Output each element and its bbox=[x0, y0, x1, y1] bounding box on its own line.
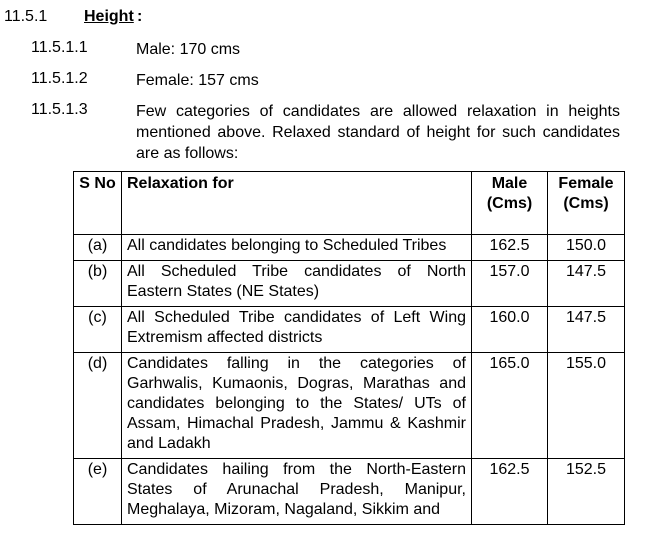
subsection-text bbox=[136, 101, 620, 164]
table-row bbox=[74, 235, 625, 261]
row-sno: (e) bbox=[74, 459, 122, 525]
row-female: 152.5 bbox=[548, 459, 625, 525]
header-male-label: Male (Cms) bbox=[486, 175, 533, 212]
table-row bbox=[74, 353, 625, 459]
row-relaxation: All Scheduled Tribe candidates of North Eastern States (NE States) bbox=[122, 261, 472, 307]
row-male: 162.5 bbox=[472, 235, 548, 261]
table-row bbox=[74, 307, 625, 353]
header-sno bbox=[74, 172, 122, 235]
height-relaxation-table bbox=[73, 171, 625, 525]
row-male: 160.0 bbox=[472, 307, 548, 353]
male-height-text: Male: 170 cms bbox=[136, 41, 241, 58]
table-row bbox=[74, 261, 625, 307]
table-row bbox=[74, 459, 625, 525]
row-relaxation: Candidates falling in the categories of Garhwalis, Kumaonis, Dogras, Marathas and candidates belonging to the States/ UTs of Assam, Himachal Pradesh, Jammu & Kashmir and Ladakh bbox=[122, 353, 472, 459]
header-relaxation bbox=[122, 172, 472, 235]
subsection-number: 11.5.1.2 bbox=[31, 70, 88, 87]
row-relaxation: All candidates belonging to Scheduled Tribes bbox=[122, 235, 472, 261]
subsection-number: 11.5.1.3 bbox=[31, 101, 88, 118]
row-sno: (a) bbox=[74, 235, 122, 261]
row-female: 155.0 bbox=[548, 353, 625, 459]
section-title: Height bbox=[84, 8, 134, 25]
row-female: 150.0 bbox=[548, 235, 625, 261]
row-male: 157.0 bbox=[472, 261, 548, 307]
subsection-number: 11.5.1.1 bbox=[31, 39, 88, 56]
header-male bbox=[472, 172, 548, 235]
row-female: 147.5 bbox=[548, 307, 625, 353]
row-male: 165.0 bbox=[472, 353, 548, 459]
header-relaxation-label: Relaxation for bbox=[127, 175, 234, 192]
header-female-label: Female (Cms) bbox=[558, 175, 614, 212]
row-relaxation: Candidates hailing from the North-Eastern States of Arunachal Pradesh, Manipur, Meghalaya, Mizoram, Nagaland, Sikkim and bbox=[122, 459, 472, 525]
row-sno: (c) bbox=[74, 307, 122, 353]
subsection-text bbox=[136, 39, 620, 60]
header-female bbox=[548, 172, 625, 235]
row-female: 147.5 bbox=[548, 261, 625, 307]
section-title-colon: : bbox=[137, 8, 143, 25]
row-male: 162.5 bbox=[472, 459, 548, 525]
subsection-text bbox=[136, 70, 620, 91]
relaxation-intro-text: Few categories of candidates are allowed relaxation in heights mentioned above. Relaxed standard of height for such candidates are as follows: bbox=[136, 103, 620, 162]
row-sno: (d) bbox=[74, 353, 122, 459]
table-header-row bbox=[74, 172, 625, 235]
section-number: 11.5.1 bbox=[4, 8, 48, 25]
female-height-text: Female: 157 cms bbox=[136, 72, 259, 89]
row-sno: (b) bbox=[74, 261, 122, 307]
header-sno-label: S No bbox=[79, 175, 116, 192]
row-relaxation: All Scheduled Tribe candidates of Left Wing Extremism affected districts bbox=[122, 307, 472, 353]
